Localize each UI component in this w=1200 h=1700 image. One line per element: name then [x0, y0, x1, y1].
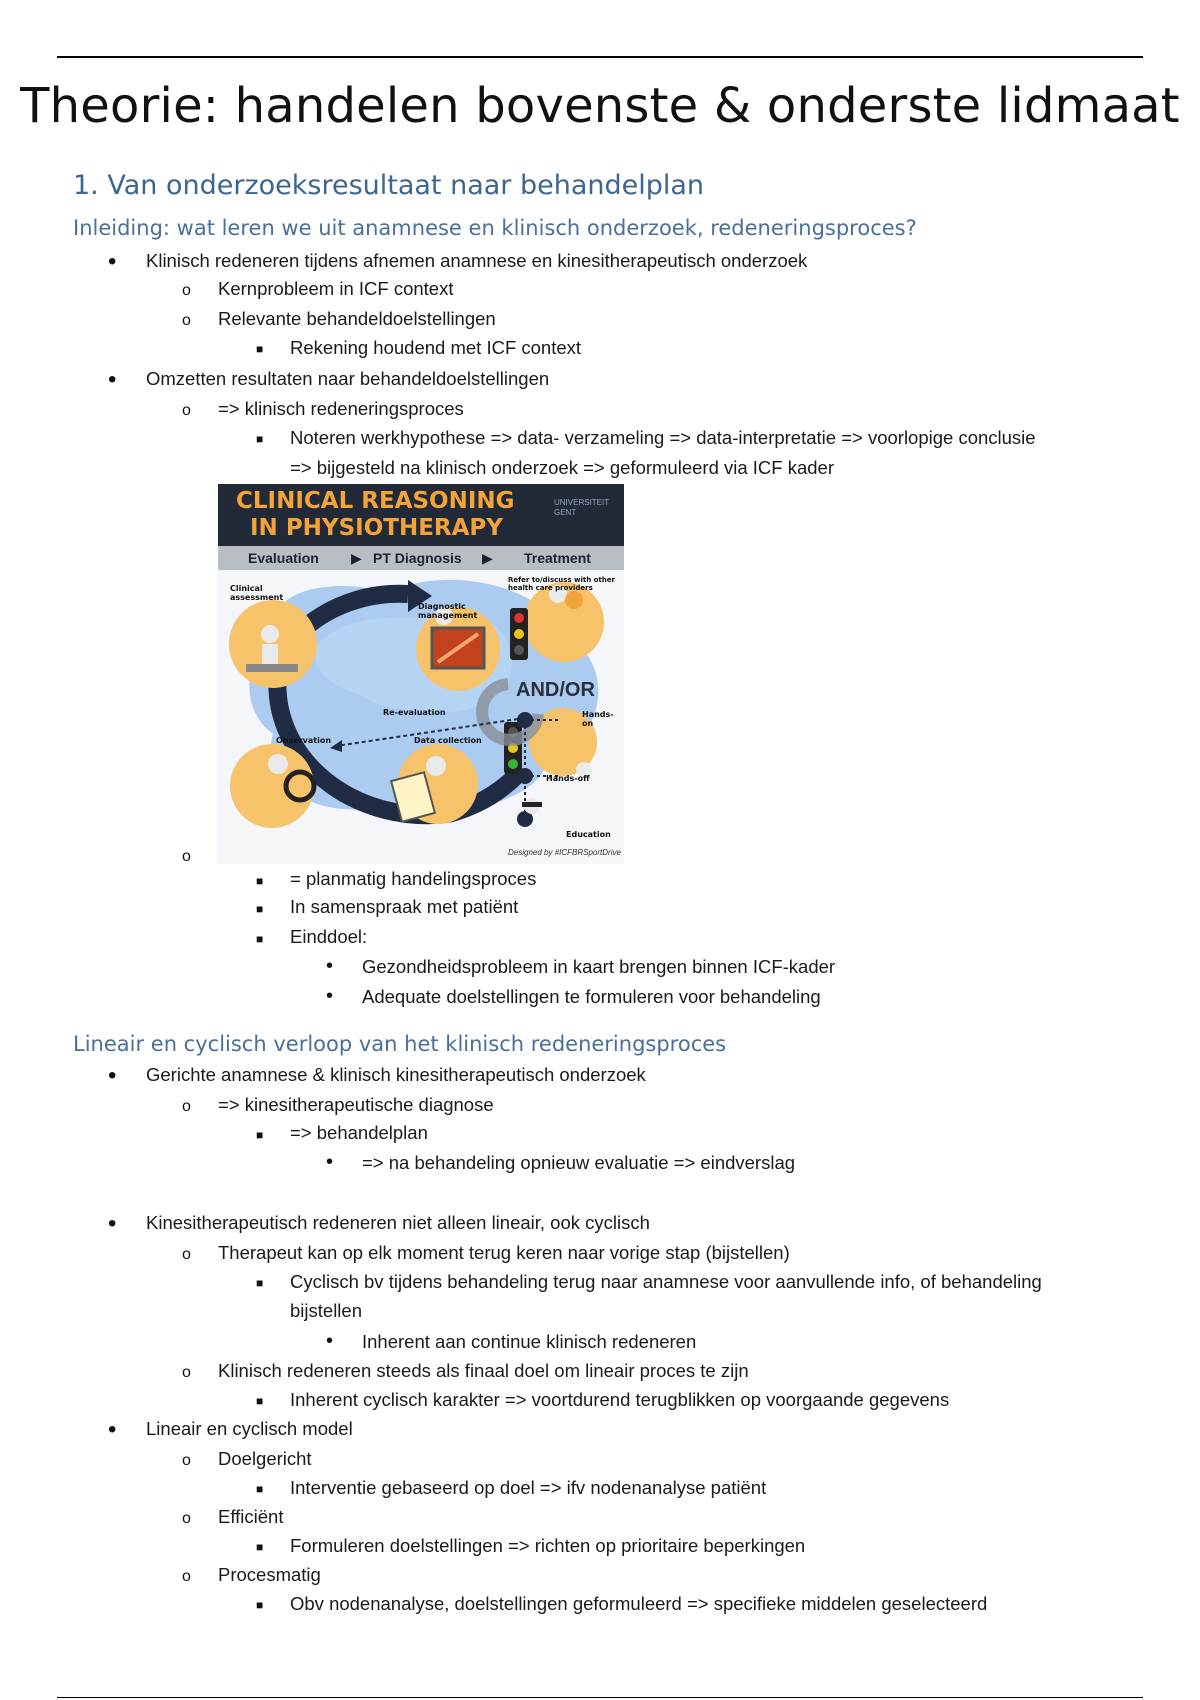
bullet-circle: o — [182, 1568, 191, 1585]
top-rule — [57, 56, 1143, 58]
label-data-collection: Data collection — [414, 736, 482, 745]
bullet-circle: o — [182, 282, 191, 299]
list-item: Lineair en cyclisch model — [146, 1418, 353, 1439]
bullet-square: ■ — [256, 1128, 264, 1142]
bullet-disc: • — [108, 1210, 117, 1237]
list-item: = planmatig handelingsproces — [290, 868, 537, 889]
label-clinical-assessment: Clinical assessment — [230, 584, 284, 602]
list-item: => behandelplan — [290, 1122, 428, 1143]
bullet-square: ■ — [256, 874, 264, 888]
bullet-square: ■ — [256, 1540, 264, 1554]
list-item: Therapeut kan op elk moment terug keren naar vorige stap (bijstellen) — [218, 1242, 790, 1263]
bullet-square: ■ — [256, 902, 264, 916]
bullet-circle: o — [182, 1246, 191, 1263]
bullet-square: ■ — [256, 342, 264, 356]
list-item: Rekening houdend met ICF context — [290, 337, 582, 358]
bullet-square: ■ — [256, 1598, 264, 1612]
list-item-continuation: => bijgesteld na klinisch onderzoek => geformuleerd via ICF kader — [290, 457, 834, 478]
label-andor: AND/OR — [516, 679, 595, 701]
bottom-rule — [57, 1697, 1143, 1698]
list-item: => klinisch redeneringsproces — [218, 398, 464, 419]
bullet-square: ■ — [256, 1394, 264, 1408]
step-pt-diagnosis: PT Diagnosis — [373, 550, 462, 566]
bullet-circle: o — [182, 1364, 191, 1381]
figure-title-line2: IN PHYSIOTHERAPY — [250, 515, 503, 541]
intro-heading: Inleiding: wat leren we uit anamnese en klinisch onderzoek, redeneringsproces? — [73, 216, 917, 240]
list-item: Efficiënt — [218, 1506, 284, 1527]
bullet-circle: o — [182, 848, 191, 865]
label-hands-on: Hands-on — [582, 710, 614, 728]
bullet-circle: o — [182, 1452, 191, 1469]
bullet-circle: o — [182, 1098, 191, 1115]
bullet-disc: • — [326, 1151, 334, 1173]
step-treatment: Treatment — [524, 550, 591, 566]
bullet-disc: • — [108, 1062, 117, 1089]
label-hands-off: Hands-off — [546, 774, 590, 783]
bullet-circle: o — [182, 402, 191, 419]
list-item: Klinisch redeneren tijdens afnemen anamnese en kinesitherapeutisch onderzoek — [146, 250, 808, 271]
label-observation: Observation — [276, 736, 332, 745]
bullet-disc: • — [326, 1330, 334, 1352]
arrow-icon: ▶ — [482, 550, 493, 566]
list-item: Relevante behandeldoelstellingen — [218, 308, 496, 329]
list-item: Einddoel: — [290, 926, 368, 947]
label-reevaluation: Re-evaluation — [383, 708, 446, 717]
university-logo-text: UNIVERSITEIT GENT — [554, 498, 609, 517]
list-item: Klinisch redeneren steeds als finaal doel om lineair proces te zijn — [218, 1360, 749, 1381]
clinical-reasoning-figure — [218, 484, 624, 864]
list-item: => na behandeling opnieuw evaluatie => eindverslag — [362, 1152, 796, 1173]
list-item: Kernprobleem in ICF context — [218, 278, 454, 299]
bullet-disc: • — [108, 248, 117, 275]
bullet-disc: • — [326, 955, 334, 977]
list-item: Procesmatig — [218, 1564, 321, 1585]
list-item-continuation: bijstellen — [290, 1300, 362, 1321]
figure-steps-bar — [218, 546, 624, 570]
bullet-square: ■ — [256, 1482, 264, 1496]
section-heading-1: 1. Van onderzoeksresultaat naar behandelplan — [73, 170, 705, 201]
figure-title-line1: CLINICAL REASONING — [236, 488, 515, 514]
document-title: Theorie: handelen bovenste & onderste lidmaat — [20, 78, 1180, 134]
list-item: In samenspraak met patiënt — [290, 896, 519, 917]
list-item: Omzetten resultaten naar behandeldoelstellingen — [146, 368, 550, 389]
list-item: Kinesitherapeutisch redeneren niet alleen lineair, ook cyclisch — [146, 1212, 650, 1233]
bullet-square: ■ — [256, 1276, 264, 1290]
figure-credit: Designed by #ICFBRSportDrive — [508, 848, 621, 857]
list-item: Cyclisch bv tijdens behandeling terug naar anamnese voor aanvullende info, of behandeling — [290, 1271, 1042, 1292]
bullet-disc: • — [326, 985, 334, 1007]
label-education: Education — [566, 830, 611, 839]
list-item: Doelgericht — [218, 1448, 312, 1469]
bullet-circle: o — [182, 312, 191, 329]
step-evaluation: Evaluation — [248, 550, 319, 566]
label-diagnostic-management: Diagnostic management — [418, 602, 478, 620]
list-item: => kinesitherapeutische diagnose — [218, 1094, 494, 1115]
bullet-circle: o — [182, 1510, 191, 1527]
list-item: Noteren werkhypothese => data- verzameling => data-interpretatie => voorlopige conclusie — [290, 427, 1036, 448]
label-refer: Refer to/discuss with other health care providers — [508, 576, 615, 592]
list-item: Inherent cyclisch karakter => voortdurend terugblikken op voorgaande gegevens — [290, 1389, 950, 1410]
list-item: Adequate doelstellingen te formuleren voor behandeling — [362, 986, 821, 1007]
arrow-icon: ▶ — [351, 550, 362, 566]
section-heading-2: Lineair en cyclisch verloop van het klinisch redeneringsproces — [73, 1032, 727, 1056]
list-item: Gerichte anamnese & klinisch kinesitherapeutisch onderzoek — [146, 1064, 646, 1085]
list-item: Formuleren doelstellingen => richten op prioritaire beperkingen — [290, 1535, 806, 1556]
bullet-square: ■ — [256, 932, 264, 946]
list-item: Inherent aan continue klinisch redeneren — [362, 1331, 697, 1352]
list-item: Gezondheidsprobleem in kaart brengen binnen ICF-kader — [362, 956, 836, 977]
list-item: Interventie gebaseerd op doel => ifv nodenanalyse patiënt — [290, 1477, 767, 1498]
bullet-disc: • — [108, 1416, 117, 1443]
bullet-square: ■ — [256, 432, 264, 446]
bullet-disc: • — [108, 366, 117, 393]
list-item: Obv nodenanalyse, doelstellingen geformuleerd => specifieke middelen geselecteerd — [290, 1593, 988, 1614]
